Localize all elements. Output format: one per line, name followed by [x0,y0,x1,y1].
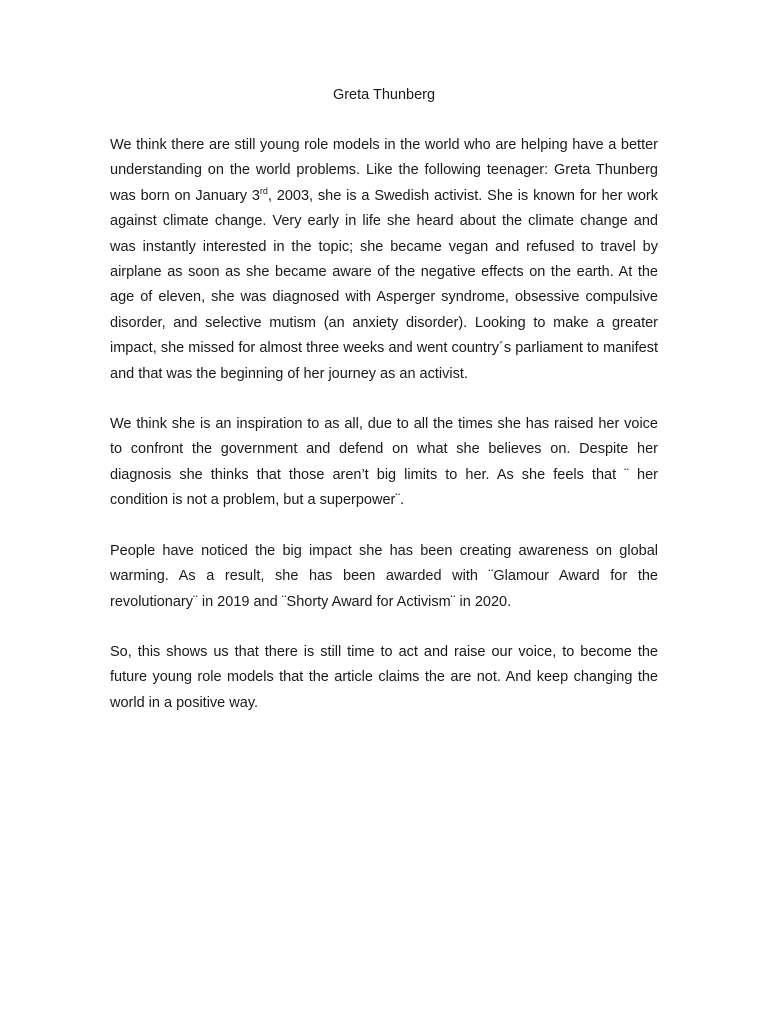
paragraph-1-text-b: , 2003, she is a Swedish activist. She is known for her work against climate change. Very early in life she heard about the climate change and was instantly interested in the topic; she became vegan and refused to travel by airplane as soon as she became aware of the negative effects on the earth. At the age of eleven, she was diagnosed with Asperger syndrome, obsessive compulsive disorder, and selective mutism (an anxiety disorder). Looking to make a greater impact, she missed for almost three weeks and went country´s parliament to manifest and that was the beginning of her journey as an activist. [110,187,658,382]
ordinal-suffix: rd [259,185,268,196]
paragraph-2: We think she is an inspiration to as all, due to all the times she has raised her voice to confront the government and defend on what she believes on. Despite her diagnosis she thinks that those aren’t big limits to her. As she feels that ¨ her condition is not a problem, but a superpower¨. [110,416,658,509]
paragraph-3: People have noticed the big impact she has been creating awareness on global warming. As a result, she has been awarded with ¨Glamour Award for the revolutionary¨ in 2019 and ¨Shorty Award for Activism¨ in 2020. [110,542,658,610]
document-body [110,133,658,741]
document-title: Greta Thunberg [332,87,436,103]
paragraph-1 [110,133,658,387]
paragraph-4: So, this shows us that there is still time to act and raise our voice, to become the future young role models that the article claims the are not. And keep changing the world in a positive way. [110,643,658,711]
paragraph-1-text-a: We think there are still young role models in the world who are helping have a better understanding on the world problems. Like the following teenager: Greta Thunberg was born on January 3 [110,137,658,204]
